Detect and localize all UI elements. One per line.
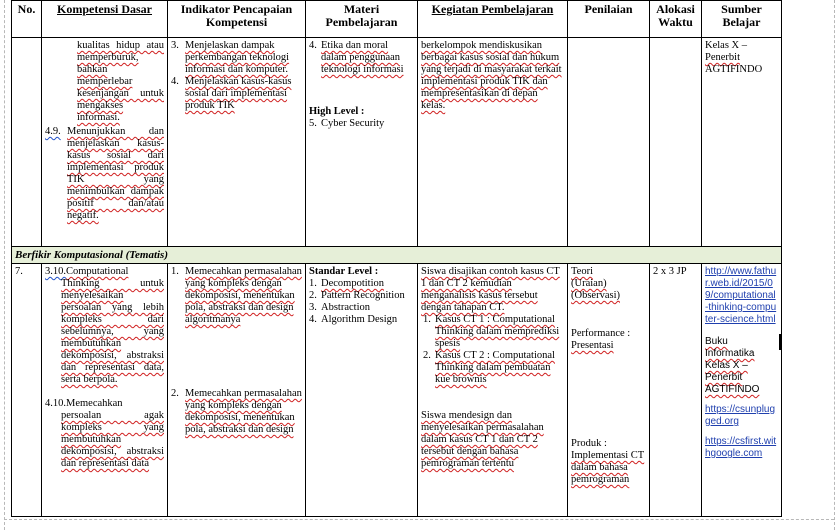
kd-449-number: 4.9. — [45, 126, 61, 137]
header-kegiatan: Kegiatan Pembelajaran — [418, 1, 568, 38]
kd-continued-text: kualitas hidup atau memperburuk, bahkan memperlebar kesenjangan untuk mengakses informasi. — [77, 40, 164, 123]
kegiatan-intro: Siswa disajikan contoh kasus CT 1 dan CT 2 kemudian menganalisis kasus tersebut dengan tahapan CT. — [421, 266, 560, 313]
sumber-line: Penerbit — [705, 52, 740, 63]
cell-kegiatan-continued — [418, 38, 568, 247]
kd-410-number: 4.10. — [45, 398, 66, 409]
cell-no-7: 7. — [12, 264, 42, 517]
materi-item: 4. Algorithm Design — [309, 314, 398, 325]
sumber-link-fathur[interactable]: http://www.fathur.web.id/2015/09/computational-thinking-computer-science.html — [705, 266, 777, 325]
materi-item: 5. Cyber Security — [309, 118, 385, 129]
penilaian-uraian: (Uraian) — [571, 278, 607, 289]
sumber-line: Kelas X – — [705, 40, 747, 51]
materi-item: 3. Abstraction — [309, 302, 370, 313]
text-cursor — [779, 334, 781, 350]
header-no: No. — [12, 1, 42, 38]
kegiatan-text: berkelompok mendiskusikan berbagai kasus sosial dan hukum yang terjadi di masyarakat terkait implementasi produk TIK dan mempresentasikan di depan kelas. — [421, 40, 562, 111]
cell-kegiatan-7 — [418, 264, 568, 517]
table-header-row — [12, 1, 782, 38]
cell-penilaian-7 — [568, 264, 650, 517]
cell-no-continued — [12, 38, 42, 247]
penilaian-teori: Teori — [571, 266, 594, 277]
cell-kd-7 — [42, 264, 168, 517]
penilaian-performance: Performance : — [571, 328, 631, 339]
indikator-item: 2. Memecahkan permasalahan yang kompleks dengan dekomposisi, menentukan pola, abstraksi dan design — [171, 388, 302, 435]
header-kompetensi-dasar: Kompetensi Dasar — [42, 1, 168, 38]
indikator-item: 1. Memecahkan permasalahan yang kompleks dengan dekomposisi, menentukan pola, abstraksi dan design algoritmanya — [171, 266, 302, 325]
penilaian-observasi: (Observasi) — [571, 290, 620, 301]
materi-item: 2. Pattern Recognition — [309, 290, 405, 301]
cell-sumber-continued — [702, 38, 782, 247]
penilaian-presentasi: Presentasi — [571, 340, 614, 351]
materi-item: 1. Decompotition — [309, 278, 384, 289]
indikator-item: 3. Menjelaskan dampak perkembangan teknologi informasi dan komputer. — [171, 40, 290, 75]
kd-410-text: persoalan agak kompleks yang membutuhkan dekomposisi, abstraksi dan representasi data — [61, 410, 164, 469]
syllabus-table — [11, 0, 782, 517]
kd-449-text: Menunjukkan dan menjelaskan kasus-kasus sosial dari implementasi produk TIK yang menimbulkan dampak positif dan/atau negatif. — [67, 126, 164, 221]
kegiatan-item: 2. Kasus CT 2 : Computational Thinking dalam pembuatan kue brownis — [423, 350, 555, 385]
cell-materi-continued — [306, 38, 418, 247]
header-materi: Materi Pembelajaran — [306, 1, 418, 38]
cell-indikator-continued — [168, 38, 306, 247]
materi-standard-level-label: Standar Level : — [309, 266, 379, 277]
cell-alokasi-continued — [650, 38, 702, 247]
sumber-line: AGTIFINDO — [705, 64, 763, 75]
section-title: Berfikir Komputasional (Tematis) — [12, 247, 782, 264]
cell-kd-continued — [42, 38, 168, 247]
materi-high-level-label: High Level : — [309, 106, 365, 117]
cell-sumber-7 — [702, 264, 782, 517]
cell-penilaian-continued — [568, 38, 650, 247]
kegiatan-item: 1. Kasus CT 1 : Computational Thinking dalam memprediksi spesis — [423, 314, 560, 349]
kd-310-first-word: Computational — [66, 266, 129, 277]
header-sumber: Sumber Belajar — [702, 1, 782, 38]
cell-alokasi-7: 2 x 3 JP — [650, 264, 702, 517]
penilaian-produk: Produk : — [571, 438, 607, 449]
table-row-continued — [12, 38, 782, 247]
materi-item: 4. Etika dan moral dalam penggunaan teknologi informasi — [309, 40, 404, 75]
indikator-item: 4. Menjelaskan kasus-kasus sosial dari implementasi produk TIK — [171, 76, 292, 111]
penilaian-implementasi: Implementasi CT dalam bahasa pemrograman — [571, 450, 645, 485]
section-row — [12, 247, 782, 264]
header-alokasi: Alokasi Waktu — [650, 1, 702, 38]
kegiatan-text-2: Siswa mendesign dan menyelesaikan permasalahan dalam kasus CT 1 dan CT 2 tersebut dengan bahasa pemrograman tertentu — [421, 410, 544, 469]
sumber-link-csfirst[interactable]: https://csfirst.withgoogle.com — [705, 436, 777, 459]
page-margin-guide-left — [4, 0, 5, 530]
kd-310-text: Thinking untuk menyelesaikan persoalan yang lebih kompleks dari sebelumnya, yang membutuhkan dekomposisi, abstraksi dan representasi data, serta berpola. — [61, 278, 164, 385]
header-indikator: Indikator Pencapaian Kompetensi — [168, 1, 306, 38]
cell-indikator-7 — [168, 264, 306, 517]
header-penilaian: Penilaian — [568, 1, 650, 38]
sumber-buku: Buku Informatika Kelas X – Penerbit AGTIFINDO — [705, 336, 760, 395]
page-margin-guide-bottom — [4, 519, 834, 520]
kd-310-number: 3.10. — [45, 266, 66, 277]
page-margin-guide-right — [834, 0, 835, 530]
sumber-link-csunplugged[interactable]: https://csunplugged.org — [705, 404, 776, 427]
kd-410-first-word: Memecahkan — [66, 398, 123, 409]
table-row-7 — [12, 264, 782, 517]
cell-materi-7 — [306, 264, 418, 517]
